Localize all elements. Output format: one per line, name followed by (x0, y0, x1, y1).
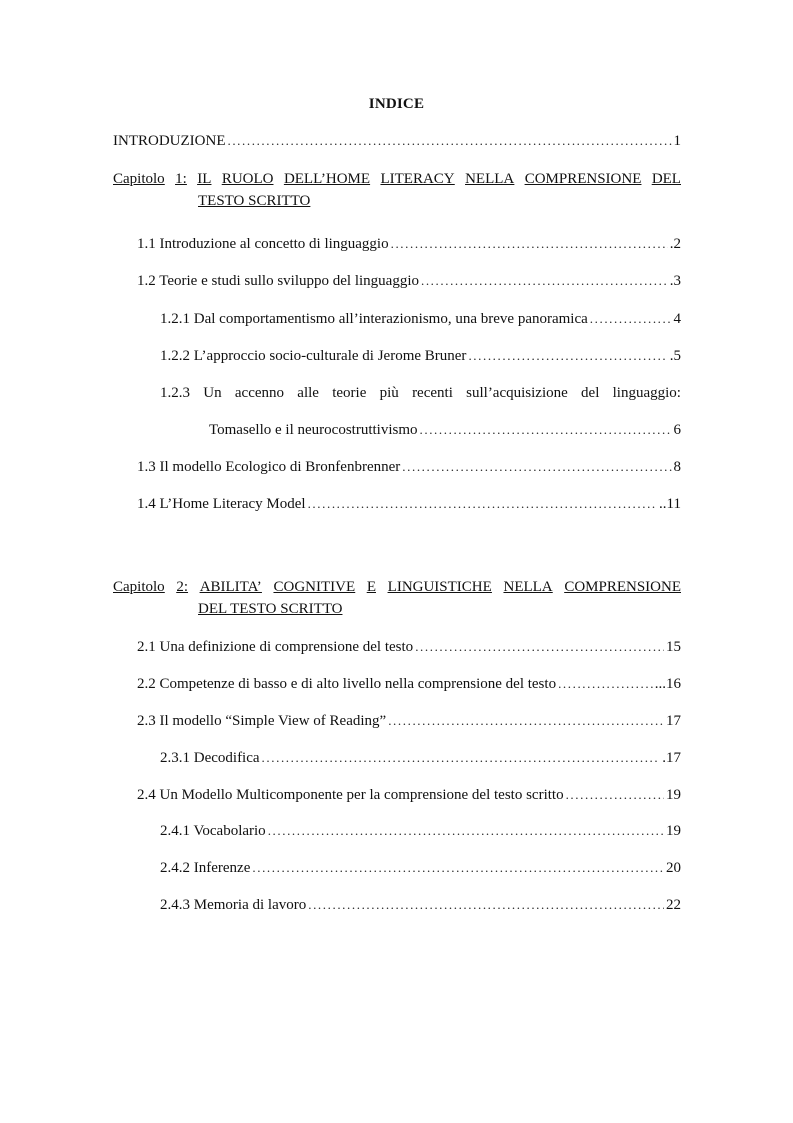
chapter-word: ABILITA’ (199, 579, 262, 595)
toc-entry-1-2 (137, 273, 681, 290)
toc-label: 1.4 L’Home Literacy Model (137, 496, 306, 512)
toc-leader (590, 311, 672, 327)
toc-word: teorie (332, 385, 367, 401)
chapter-word: Capitolo (113, 171, 165, 187)
chapter-2-title-cont: DEL TESTO SCRITTO (198, 601, 343, 617)
chapter-word: 1: (175, 171, 187, 187)
toc-entry-2-4 (137, 787, 681, 804)
toc-word: recenti (412, 385, 453, 401)
chapter-word: RUOLO (221, 171, 274, 187)
toc-word: Un (203, 385, 222, 401)
toc-word: più (379, 385, 399, 401)
chapter-2-heading (113, 576, 681, 620)
chapter-word: COMPRENSIONE (524, 171, 642, 187)
toc-entry-2-4-2 (160, 860, 681, 877)
chapter-word: COGNITIVE (273, 579, 356, 595)
chapter-word: COMPRENSIONE (564, 579, 681, 595)
toc-page: .3 (669, 273, 681, 289)
chapter-word: DELL’HOME (283, 171, 371, 187)
chapter-word: NELLA (503, 579, 553, 595)
chapter-word: E (366, 579, 376, 595)
toc-leader (421, 273, 668, 289)
toc-page: .5 (669, 348, 681, 364)
toc-entry-1-2-1 (160, 311, 681, 328)
toc-label: 2.4.3 Memoria di lavoro (160, 897, 307, 913)
toc-page: ...16 (654, 676, 681, 692)
toc-page: 17 (666, 713, 681, 729)
toc-label: 1.1 Introduzione al concetto di linguaggio (137, 236, 389, 252)
toc-entry-2-4-1 (160, 823, 681, 840)
toc-leader (420, 422, 672, 438)
toc-label: 2.3.1 Decodifica (160, 750, 260, 766)
toc-page: 22 (666, 897, 681, 913)
toc-entry-1-2-3 (160, 385, 681, 402)
toc-leader (262, 750, 661, 766)
toc-label: 1.2.1 Dal comportamentismo all’interazionismo, una breve panoramica (160, 311, 588, 327)
toc-word: del (581, 385, 600, 401)
chapter-word: NELLA (465, 171, 515, 187)
toc-entry-2-3 (137, 713, 681, 730)
chapter-word: IL (197, 171, 212, 187)
toc-page: 20 (666, 860, 681, 876)
toc-page: 4 (673, 311, 681, 327)
toc-leader (308, 897, 664, 913)
toc-leader (402, 459, 671, 475)
toc-label: 2.4 Un Modello Multicomponente per la comprensione del testo scritto (137, 787, 564, 803)
chapter-word: LITERACY (380, 171, 455, 187)
toc-word: linguaggio: (612, 385, 681, 401)
toc-entry-2-1 (137, 639, 681, 656)
toc-label: 2.2 Competenze di basso e di alto livello nella comprensione del testo (137, 676, 557, 692)
toc-leader (558, 676, 653, 692)
toc-label: 2.4.1 Vocabolario (160, 823, 266, 839)
toc-leader (252, 860, 664, 876)
toc-page: ..11 (659, 496, 681, 512)
toc-label: 2.3 Il modello “Simple View of Reading” (137, 713, 387, 729)
toc-word: alle (297, 385, 319, 401)
toc-leader (227, 133, 671, 149)
chapter-word: Capitolo (113, 579, 165, 595)
toc-page: 6 (673, 422, 681, 438)
toc-page: .17 (662, 750, 681, 766)
toc-label: 2.1 Una definizione di comprensione del testo (137, 639, 414, 655)
chapter-word: LINGUISTICHE (387, 579, 492, 595)
toc-leader (468, 348, 667, 364)
toc-leader (391, 236, 668, 252)
toc-entry-1-2-3-cont (209, 422, 681, 439)
toc-page: .2 (669, 236, 681, 252)
toc-label: INTRODUZIONE (113, 133, 226, 149)
chapter-word: DEL (651, 171, 681, 187)
chapter-1-title-cont: TESTO SCRITTO (198, 193, 311, 209)
toc-word: sull’acquisizione (466, 385, 568, 401)
toc-page: 15 (666, 639, 681, 655)
toc-label: 2.4.2 Inferenze (160, 860, 251, 876)
toc-leader (566, 787, 664, 803)
toc-page: 8 (673, 459, 681, 475)
toc-label: 1.2.2 L’approccio socio-culturale di Jerome Bruner (160, 348, 467, 364)
toc-entry-2-4-3 (160, 897, 681, 914)
toc-leader (388, 713, 664, 729)
toc-entry-1-1 (137, 236, 681, 253)
toc-leader (415, 639, 664, 655)
toc-label: 1.3 Il modello Ecologico di Bronfenbrenner (137, 459, 401, 475)
toc-entry-1-4 (137, 496, 681, 513)
toc-word: accenno (234, 385, 285, 401)
toc-entry-introduzione (113, 133, 681, 150)
toc-entry-2-3-1 (160, 750, 681, 767)
toc-page: 19 (666, 787, 681, 803)
toc-leader (268, 823, 664, 839)
toc-label: Tomasello e il neurocostruttivismo (209, 422, 418, 438)
toc-entry-1-3 (137, 459, 681, 476)
toc-label: 1.2 Teorie e studi sullo sviluppo del linguaggio (137, 273, 419, 289)
toc-leader (308, 496, 657, 512)
toc-page: 1 (673, 133, 681, 149)
toc-entry-1-2-2 (160, 348, 681, 365)
toc-entry-2-2 (137, 676, 681, 693)
index-title: INDICE (368, 96, 425, 112)
toc-page: 19 (666, 823, 681, 839)
chapter-word: 2: (176, 579, 189, 595)
chapter-1-heading (113, 168, 681, 212)
toc-word: 1.2.3 (160, 385, 190, 401)
